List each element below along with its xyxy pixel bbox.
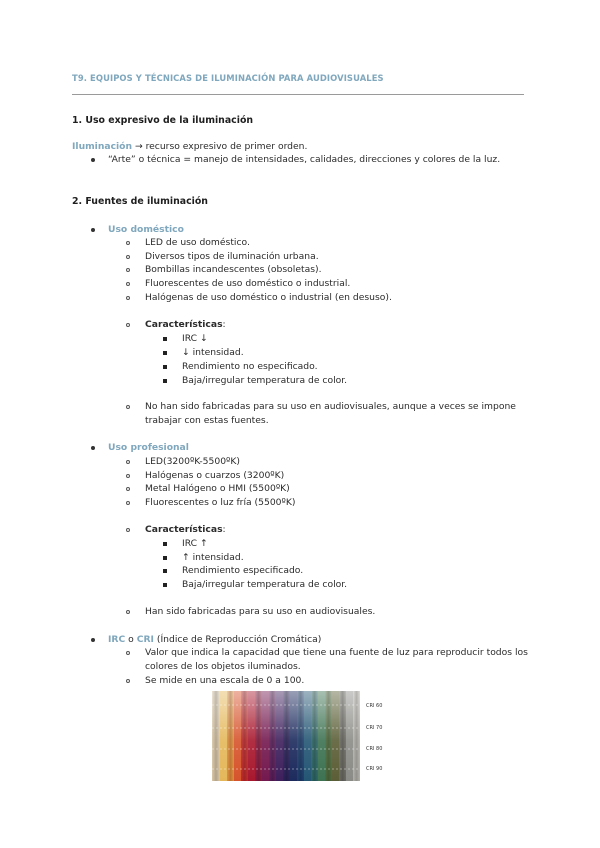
page-title: T9. EQUIPOS Y TÉCNICAS DE ILUMINACIÓN PARA AUDIOVISUALES [72, 73, 384, 83]
square-bullet-icon [163, 569, 167, 573]
domestic-item: Diversos tipos de iluminación urbana. [145, 251, 319, 262]
section-1-heading: 1. Uso expresivo de la iluminación [72, 115, 254, 126]
circle-bullet-icon [126, 296, 130, 300]
square-bullet-icon [163, 351, 167, 355]
cri-60-label: CRI 60 [366, 703, 383, 709]
professional-item: Fluorescentes o luz fría (5500ºK) [145, 497, 296, 508]
circle-bullet-icon [126, 501, 130, 505]
circle-bullet-icon [126, 323, 130, 327]
domestic-note-line-2: trabajar con estas fuentes. [145, 415, 269, 426]
characteristics-label: Características [145, 524, 223, 535]
irc-scale-text: Se mide en una escala de 0 a 100. [145, 675, 305, 686]
irc-description: (Índice de Reproducción Cromática) [153, 634, 322, 645]
arte-bullet-text: “Arte” o técnica = manejo de intensidades, calidades, direcciones y colores de la luz. [108, 154, 501, 165]
circle-bullet-icon [126, 460, 130, 464]
professional-characteristic: ↑ intensidad. [182, 552, 244, 563]
circle-bullet-icon [126, 474, 130, 478]
cri-90-label: CRI 90 [366, 766, 383, 772]
cri-term: CRI [136, 634, 154, 645]
square-bullet-icon [163, 337, 167, 341]
irc-definition-line-1: Valor que indica la capacidad que tiene una fuente de luz para reproducir todos los [145, 647, 528, 658]
section-1-definition [72, 140, 307, 153]
title-divider [72, 94, 524, 95]
domestic-item: Halógenas de uso doméstico o industrial (en desuso). [145, 292, 392, 303]
domestic-characteristics-heading: Características: [145, 319, 226, 330]
professional-characteristic: IRC ↑ [182, 538, 208, 549]
circle-bullet-icon [126, 487, 130, 491]
circle-bullet-icon [126, 651, 130, 655]
bullet-icon [91, 638, 95, 642]
square-bullet-icon [163, 556, 167, 560]
circle-bullet-icon [126, 241, 130, 245]
domestic-title: Uso doméstico [108, 224, 184, 235]
square-bullet-icon [163, 542, 167, 546]
professional-title: Uso profesional [108, 442, 189, 453]
bullet-icon [91, 446, 95, 450]
domestic-characteristic: Rendimiento no especificado. [182, 361, 318, 372]
professional-characteristic: Baja/irregular temperatura de color. [182, 579, 348, 590]
irc-or: o [125, 634, 137, 645]
professional-characteristics-heading: Características: [145, 524, 226, 535]
square-bullet-icon [163, 365, 167, 369]
iluminacion-term: Iluminación [72, 141, 133, 152]
bullet-icon [91, 158, 95, 162]
cri-80-label: CRI 80 [366, 746, 383, 752]
domestic-characteristic: ↓ intensidad. [182, 347, 244, 358]
circle-bullet-icon [126, 528, 130, 532]
circle-bullet-icon [126, 268, 130, 272]
irc-heading [108, 633, 321, 646]
characteristics-label: Características [145, 319, 223, 330]
domestic-characteristic: IRC ↓ [182, 333, 208, 344]
cri-color-swatches-image [212, 691, 360, 781]
square-bullet-icon [163, 379, 167, 383]
domestic-item: LED de uso doméstico. [145, 237, 250, 248]
professional-item: Metal Halógeno o HMI (5500ºK) [145, 483, 290, 494]
domestic-item: Fluorescentes de uso doméstico o industrial. [145, 278, 351, 289]
iluminacion-definition: → recurso expresivo de primer orden. [132, 141, 308, 152]
domestic-note-line-1: No han sido fabricadas para su uso en audiovisuales, aunque a veces se impone [145, 401, 516, 412]
professional-item: LED(3200ºK-5500ºK) [145, 456, 240, 467]
circle-bullet-icon [126, 610, 130, 614]
professional-item: Halógenas o cuarzos (3200ºK) [145, 470, 285, 481]
circle-bullet-icon [126, 282, 130, 286]
professional-note: Han sido fabricadas para su uso en audiovisuales. [145, 606, 376, 617]
domestic-characteristic: Baja/irregular temperatura de color. [182, 375, 348, 386]
section-2-heading: 2. Fuentes de iluminación [72, 196, 208, 207]
circle-bullet-icon [126, 679, 130, 683]
circle-bullet-icon [126, 255, 130, 259]
irc-definition-line-2: colores de los objetos iluminados. [145, 661, 301, 672]
professional-characteristic: Rendimiento especificado. [182, 565, 304, 576]
irc-term: IRC [108, 634, 126, 645]
bullet-icon [91, 228, 95, 232]
circle-bullet-icon [126, 405, 130, 409]
domestic-item: Bombillas incandescentes (obsoletas). [145, 264, 322, 275]
cri-70-label: CRI 70 [366, 725, 383, 731]
square-bullet-icon [163, 583, 167, 587]
